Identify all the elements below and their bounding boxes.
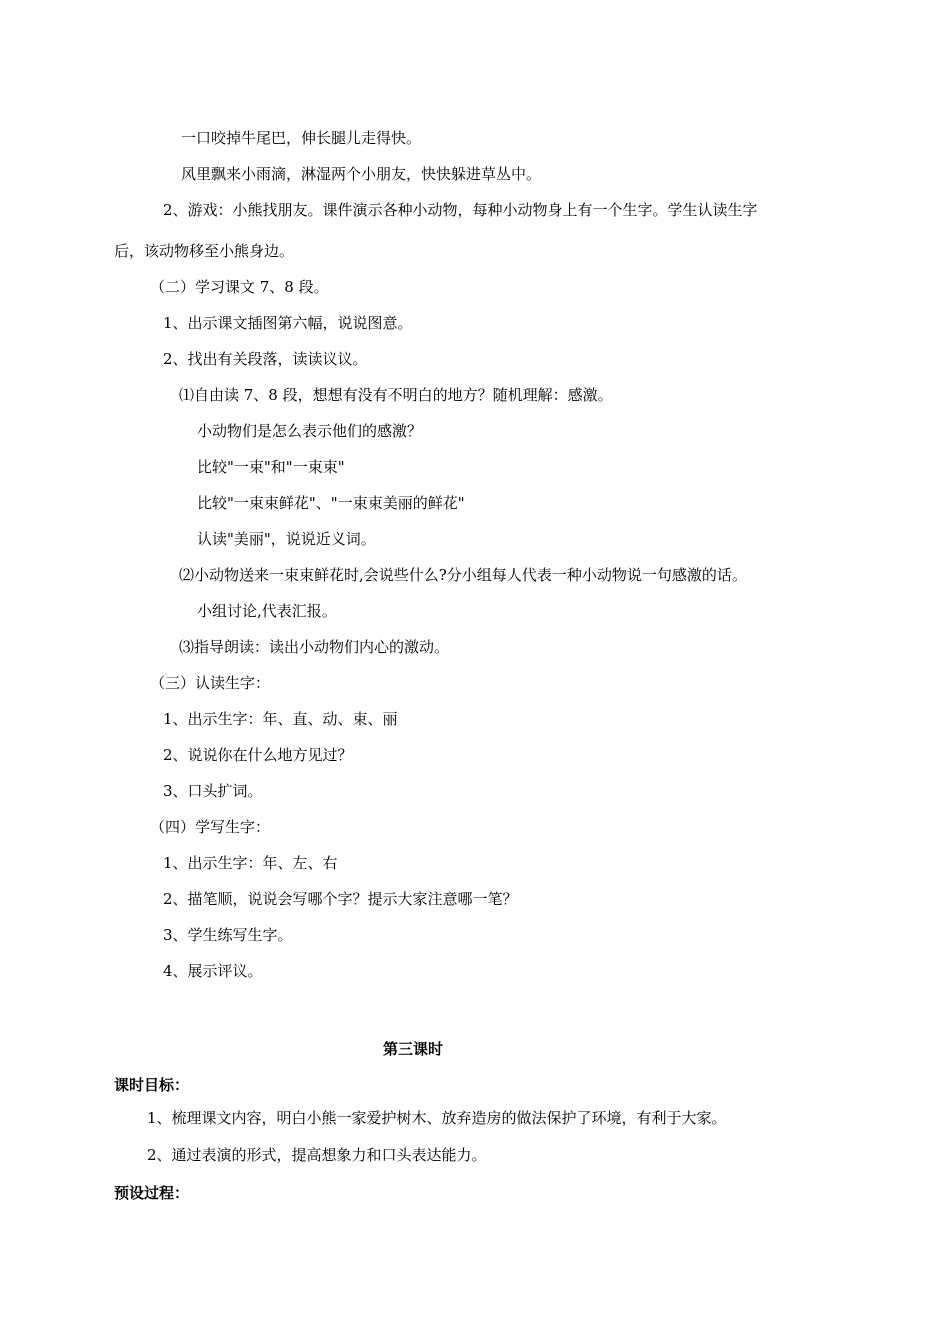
text-line: 3、学生练写生字。: [163, 926, 293, 944]
text-line: 一口咬掉牛尾巴，伸长腿儿走得快。: [181, 129, 422, 147]
text-line: ⑶指导朗读：读出小动物们内心的激动。: [179, 638, 450, 656]
text-line: 认读"美丽"，说说近义词。: [197, 530, 376, 548]
text-line: 小组讨论,代表汇报。: [197, 602, 337, 620]
text-line: ⑵小动物送来一束束鲜花时,会说些什么?分小组每人代表一种小动物说一句感激的话。: [179, 566, 747, 584]
text-line: 2、描笔顺，说说会写哪个字？提示大家注意哪一笔？: [163, 890, 518, 908]
text-line: 风里飘来小雨滴，淋湿两个小朋友，快快躲进草丛中。: [181, 165, 542, 183]
text-line: 比较"一束束鲜花"、"一束束美丽的鲜花": [197, 494, 465, 512]
text-line: 3、口头扩词。: [163, 782, 263, 800]
goals-heading: 课时目标：: [114, 1076, 190, 1094]
process-heading: 预设过程：: [114, 1184, 190, 1202]
goal-item: 2、通过表演的形式，提高想象力和口头表达能力。: [147, 1146, 487, 1164]
subsection-heading: （二）学习课文 7、8 段。: [150, 278, 329, 296]
text-line: 2、找出有关段落，读读议议。: [163, 350, 368, 368]
subsection-heading: （四）学写生字：: [150, 818, 271, 836]
text-line: 后，该动物移至小熊身边。: [114, 242, 295, 260]
subsection-heading: （三）认读生字：: [150, 674, 271, 692]
text-line: 4、展示评议。: [163, 962, 263, 980]
text-line: 小动物们是怎么表示他们的感激？: [197, 422, 423, 440]
text-line: 1、出示课文插图第六幅，说说图意。: [163, 314, 413, 332]
text-line: 2、说说你在什么地方见过？: [163, 746, 353, 764]
section-title: 第三课时: [383, 1040, 444, 1058]
text-line: 比较"一束"和"一束束": [197, 458, 345, 476]
text-line: 1、出示生字：年、左、右: [163, 854, 338, 872]
goal-item: 1、梳理课文内容，明白小熊一家爱护树木、放弃造房的做法保护了环境，有利于大家。: [147, 1109, 727, 1127]
text-line: 1、出示生字：年、直、动、束、丽: [163, 710, 398, 728]
text-line: 2、游戏：小熊找朋友。课件演示各种小动物，每种小动物身上有一个生字。学生认读生字: [163, 201, 758, 219]
text-line: ⑴自由读 7、8 段，想想有没有不明白的地方？随机理解：感激。: [179, 386, 613, 404]
